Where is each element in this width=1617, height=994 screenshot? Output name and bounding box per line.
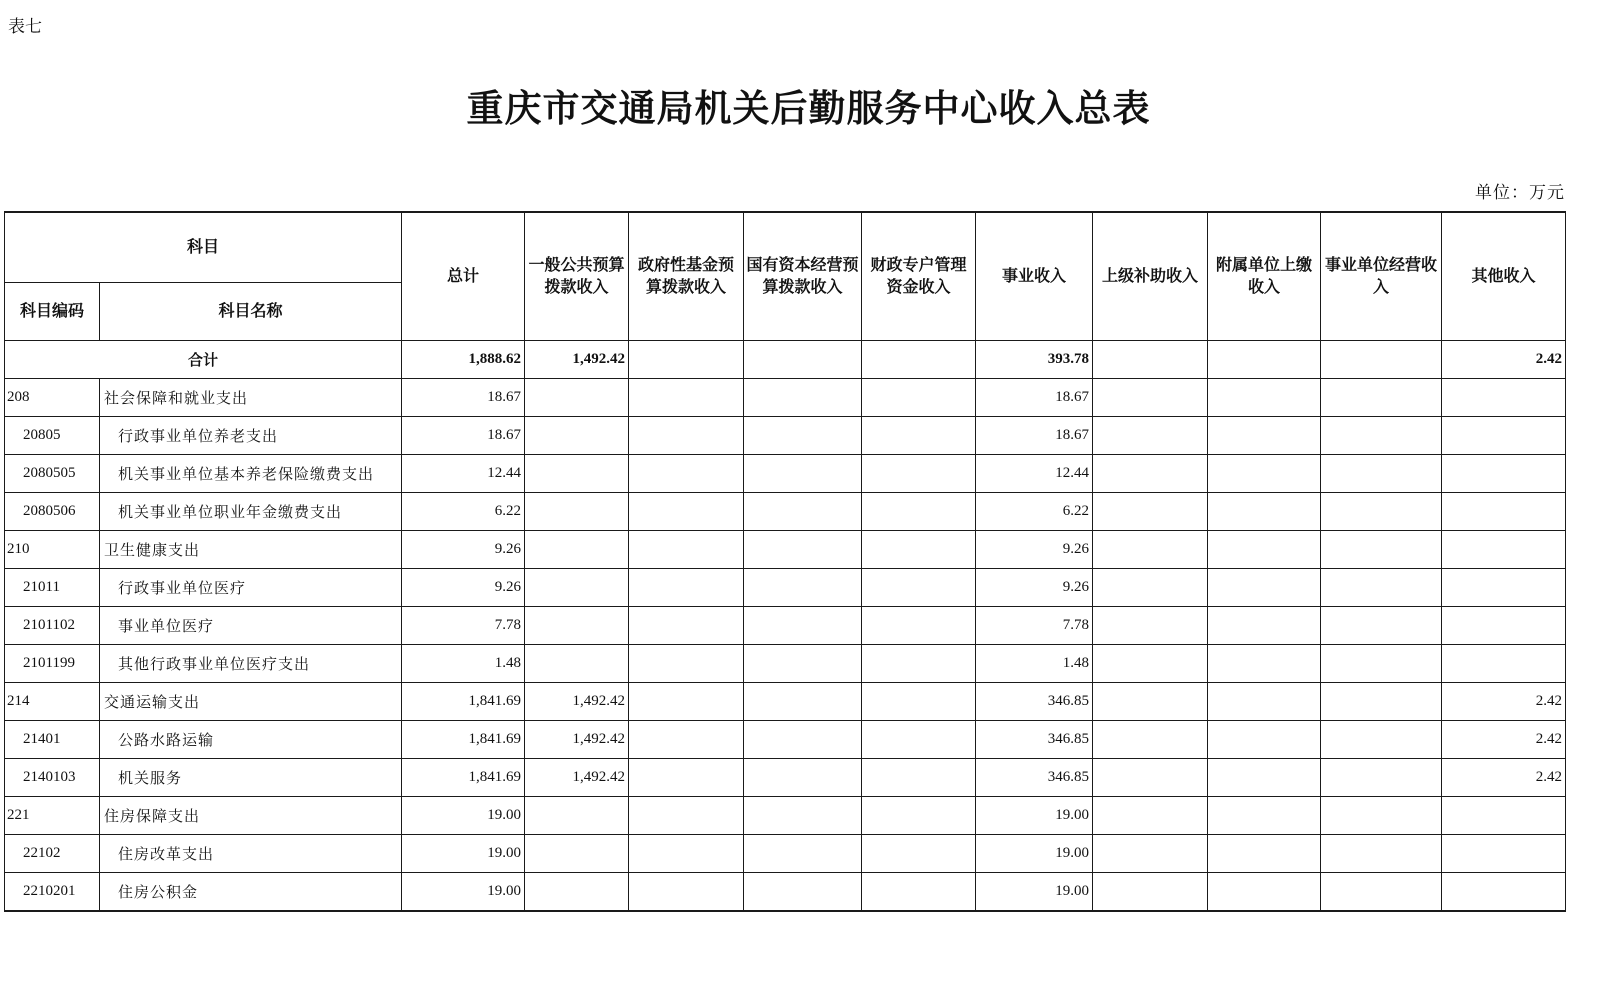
superior-subsidy-cell <box>1093 872 1208 911</box>
table-row <box>5 872 1566 911</box>
header-operating-income: 事业单位经营收入 <box>1321 212 1442 340</box>
state-capital-cell <box>744 682 862 720</box>
business-income-cell: 346.85 <box>976 720 1093 758</box>
superior-subsidy-cell <box>1093 834 1208 872</box>
name-cell: 住房公积金 <box>100 872 402 911</box>
special-fund-cell <box>862 758 976 796</box>
business-income-cell: 12.44 <box>976 454 1093 492</box>
total-cell: 18.67 <box>402 416 525 454</box>
general-budget-cell <box>525 454 629 492</box>
operating-income-cell <box>1321 644 1442 682</box>
table-row <box>5 834 1566 872</box>
other-income-cell <box>1442 454 1566 492</box>
gov-fund-cell <box>629 834 744 872</box>
other-income-cell <box>1442 416 1566 454</box>
other-income-cell <box>1442 834 1566 872</box>
general-budget-cell <box>525 606 629 644</box>
special-fund-cell <box>862 682 976 720</box>
gov-fund-cell <box>629 378 744 416</box>
code-cell: 20805 <box>5 416 100 454</box>
affiliated-income-cell <box>1208 644 1321 682</box>
general-budget-cell: 1,492.42 <box>525 340 629 378</box>
business-income-cell: 18.67 <box>976 416 1093 454</box>
total-cell: 6.22 <box>402 492 525 530</box>
total-cell: 1,841.69 <box>402 758 525 796</box>
special-fund-cell <box>862 492 976 530</box>
operating-income-cell <box>1321 606 1442 644</box>
code-cell: 2101199 <box>5 644 100 682</box>
state-capital-cell <box>744 834 862 872</box>
operating-income-cell <box>1321 340 1442 378</box>
business-income-cell: 346.85 <box>976 682 1093 720</box>
operating-income-cell <box>1321 796 1442 834</box>
operating-income-cell <box>1321 530 1442 568</box>
affiliated-income-cell <box>1208 378 1321 416</box>
special-fund-cell <box>862 796 976 834</box>
gov-fund-cell <box>629 796 744 834</box>
affiliated-income-cell <box>1208 530 1321 568</box>
header-affiliated-income: 附属单位上缴收入 <box>1208 212 1321 340</box>
income-table <box>4 211 1566 912</box>
name-cell: 住房保障支出 <box>100 796 402 834</box>
business-income-cell: 9.26 <box>976 530 1093 568</box>
affiliated-income-cell <box>1208 796 1321 834</box>
operating-income-cell <box>1321 682 1442 720</box>
total-cell: 9.26 <box>402 530 525 568</box>
special-fund-cell <box>862 416 976 454</box>
other-income-cell <box>1442 644 1566 682</box>
state-capital-cell <box>744 378 862 416</box>
total-cell: 1,841.69 <box>402 682 525 720</box>
name-cell: 交通运输支出 <box>100 682 402 720</box>
general-budget-cell <box>525 530 629 568</box>
operating-income-cell <box>1321 872 1442 911</box>
header-business-income: 事业收入 <box>976 212 1093 340</box>
superior-subsidy-cell <box>1093 606 1208 644</box>
special-fund-cell <box>862 340 976 378</box>
code-cell: 2210201 <box>5 872 100 911</box>
special-fund-cell <box>862 454 976 492</box>
code-cell: 221 <box>5 796 100 834</box>
name-cell: 事业单位医疗 <box>100 606 402 644</box>
table-number: 表七 <box>8 17 42 37</box>
special-fund-cell <box>862 644 976 682</box>
unit-label: 单位：万元 <box>1475 183 1565 203</box>
code-cell: 208 <box>5 378 100 416</box>
superior-subsidy-cell <box>1093 796 1208 834</box>
state-capital-cell <box>744 872 862 911</box>
other-income-cell <box>1442 606 1566 644</box>
other-income-cell <box>1442 378 1566 416</box>
code-cell: 21401 <box>5 720 100 758</box>
gov-fund-cell <box>629 492 744 530</box>
code-cell: 2101102 <box>5 606 100 644</box>
gov-fund-cell <box>629 682 744 720</box>
table-row <box>5 530 1566 568</box>
name-cell: 其他行政事业单位医疗支出 <box>100 644 402 682</box>
other-income-cell <box>1442 568 1566 606</box>
code-cell: 210 <box>5 530 100 568</box>
business-income-cell: 9.26 <box>976 568 1093 606</box>
name-cell: 机关事业单位职业年金缴费支出 <box>100 492 402 530</box>
name-cell: 卫生健康支出 <box>100 530 402 568</box>
other-income-cell: 2.42 <box>1442 758 1566 796</box>
gov-fund-cell <box>629 872 744 911</box>
header-other-income: 其他收入 <box>1442 212 1566 340</box>
special-fund-cell <box>862 568 976 606</box>
code-cell: 21011 <box>5 568 100 606</box>
state-capital-cell <box>744 454 862 492</box>
state-capital-cell <box>744 796 862 834</box>
business-income-cell: 19.00 <box>976 834 1093 872</box>
total-cell: 7.78 <box>402 606 525 644</box>
page-title: 重庆市交通局机关后勤服务中心收入总表 <box>466 86 1151 130</box>
business-income-cell: 6.22 <box>976 492 1093 530</box>
other-income-cell <box>1442 872 1566 911</box>
special-fund-cell <box>862 720 976 758</box>
business-income-cell: 1.48 <box>976 644 1093 682</box>
gov-fund-cell <box>629 644 744 682</box>
table-row <box>5 378 1566 416</box>
affiliated-income-cell <box>1208 758 1321 796</box>
superior-subsidy-cell <box>1093 416 1208 454</box>
affiliated-income-cell <box>1208 834 1321 872</box>
operating-income-cell <box>1321 378 1442 416</box>
business-income-cell: 18.67 <box>976 378 1093 416</box>
other-income-cell: 2.42 <box>1442 682 1566 720</box>
business-income-cell: 19.00 <box>976 796 1093 834</box>
operating-income-cell <box>1321 416 1442 454</box>
state-capital-cell <box>744 720 862 758</box>
superior-subsidy-cell <box>1093 530 1208 568</box>
state-capital-cell <box>744 758 862 796</box>
header-subject-code: 科目编码 <box>5 282 100 340</box>
code-cell: 2140103 <box>5 758 100 796</box>
general-budget-cell: 1,492.42 <box>525 720 629 758</box>
table-row <box>5 720 1566 758</box>
header-subject-name: 科目名称 <box>100 282 402 340</box>
total-cell: 19.00 <box>402 796 525 834</box>
gov-fund-cell <box>629 720 744 758</box>
header-general-budget: 一般公共预算拨款收入 <box>525 212 629 340</box>
gov-fund-cell <box>629 606 744 644</box>
general-budget-cell <box>525 492 629 530</box>
affiliated-income-cell <box>1208 682 1321 720</box>
affiliated-income-cell <box>1208 340 1321 378</box>
general-budget-cell <box>525 568 629 606</box>
affiliated-income-cell <box>1208 606 1321 644</box>
superior-subsidy-cell <box>1093 454 1208 492</box>
gov-fund-cell <box>629 454 744 492</box>
header-subject: 科目 <box>5 212 402 282</box>
name-cell: 机关服务 <box>100 758 402 796</box>
name-cell: 公路水路运输 <box>100 720 402 758</box>
table-body <box>5 340 1566 911</box>
general-budget-cell <box>525 834 629 872</box>
table-row <box>5 644 1566 682</box>
business-income-cell: 393.78 <box>976 340 1093 378</box>
business-income-cell: 19.00 <box>976 872 1093 911</box>
state-capital-cell <box>744 530 862 568</box>
affiliated-income-cell <box>1208 454 1321 492</box>
state-capital-cell <box>744 644 862 682</box>
special-fund-cell <box>862 872 976 911</box>
total-row <box>5 340 1566 378</box>
general-budget-cell <box>525 796 629 834</box>
total-cell: 19.00 <box>402 872 525 911</box>
business-income-cell: 346.85 <box>976 758 1093 796</box>
table-row <box>5 606 1566 644</box>
table-row <box>5 758 1566 796</box>
gov-fund-cell <box>629 758 744 796</box>
gov-fund-cell <box>629 568 744 606</box>
other-income-cell: 2.42 <box>1442 720 1566 758</box>
superior-subsidy-cell <box>1093 340 1208 378</box>
state-capital-cell <box>744 492 862 530</box>
state-capital-cell <box>744 340 862 378</box>
operating-income-cell <box>1321 568 1442 606</box>
total-label: 合计 <box>5 340 402 378</box>
total-cell: 19.00 <box>402 834 525 872</box>
table-row <box>5 682 1566 720</box>
superior-subsidy-cell <box>1093 568 1208 606</box>
header-special-fund: 财政专户管理资金收入 <box>862 212 976 340</box>
affiliated-income-cell <box>1208 416 1321 454</box>
superior-subsidy-cell <box>1093 378 1208 416</box>
special-fund-cell <box>862 378 976 416</box>
code-cell: 22102 <box>5 834 100 872</box>
affiliated-income-cell <box>1208 720 1321 758</box>
general-budget-cell: 1,492.42 <box>525 758 629 796</box>
total-cell: 18.67 <box>402 378 525 416</box>
special-fund-cell <box>862 834 976 872</box>
code-cell: 2080505 <box>5 454 100 492</box>
superior-subsidy-cell <box>1093 644 1208 682</box>
gov-fund-cell <box>629 340 744 378</box>
other-income-cell <box>1442 530 1566 568</box>
other-income-cell <box>1442 492 1566 530</box>
total-cell: 12.44 <box>402 454 525 492</box>
general-budget-cell: 1,492.42 <box>525 682 629 720</box>
header-superior-subsidy: 上级补助收入 <box>1093 212 1208 340</box>
superior-subsidy-cell <box>1093 720 1208 758</box>
general-budget-cell <box>525 644 629 682</box>
total-cell: 1,841.69 <box>402 720 525 758</box>
state-capital-cell <box>744 606 862 644</box>
table-row <box>5 454 1566 492</box>
header-gov-fund: 政府性基金预算拨款收入 <box>629 212 744 340</box>
operating-income-cell <box>1321 454 1442 492</box>
superior-subsidy-cell <box>1093 758 1208 796</box>
table-row <box>5 796 1566 834</box>
superior-subsidy-cell <box>1093 492 1208 530</box>
name-cell: 机关事业单位基本养老保险缴费支出 <box>100 454 402 492</box>
state-capital-cell <box>744 416 862 454</box>
table-row <box>5 492 1566 530</box>
affiliated-income-cell <box>1208 568 1321 606</box>
general-budget-cell <box>525 416 629 454</box>
name-cell: 行政事业单位养老支出 <box>100 416 402 454</box>
table-row <box>5 416 1566 454</box>
state-capital-cell <box>744 568 862 606</box>
operating-income-cell <box>1321 492 1442 530</box>
code-cell: 2080506 <box>5 492 100 530</box>
special-fund-cell <box>862 606 976 644</box>
general-budget-cell <box>525 872 629 911</box>
business-income-cell: 7.78 <box>976 606 1093 644</box>
table-row <box>5 568 1566 606</box>
code-cell: 214 <box>5 682 100 720</box>
general-budget-cell <box>525 378 629 416</box>
total-cell: 1.48 <box>402 644 525 682</box>
header-state-capital: 国有资本经营预算拨款收入 <box>744 212 862 340</box>
operating-income-cell <box>1321 720 1442 758</box>
total-cell: 1,888.62 <box>402 340 525 378</box>
affiliated-income-cell <box>1208 872 1321 911</box>
total-cell: 9.26 <box>402 568 525 606</box>
other-income-cell: 2.42 <box>1442 340 1566 378</box>
gov-fund-cell <box>629 416 744 454</box>
operating-income-cell <box>1321 834 1442 872</box>
operating-income-cell <box>1321 758 1442 796</box>
special-fund-cell <box>862 530 976 568</box>
superior-subsidy-cell <box>1093 682 1208 720</box>
name-cell: 行政事业单位医疗 <box>100 568 402 606</box>
affiliated-income-cell <box>1208 492 1321 530</box>
name-cell: 社会保障和就业支出 <box>100 378 402 416</box>
gov-fund-cell <box>629 530 744 568</box>
name-cell: 住房改革支出 <box>100 834 402 872</box>
other-income-cell <box>1442 796 1566 834</box>
header-total: 总计 <box>402 212 525 340</box>
